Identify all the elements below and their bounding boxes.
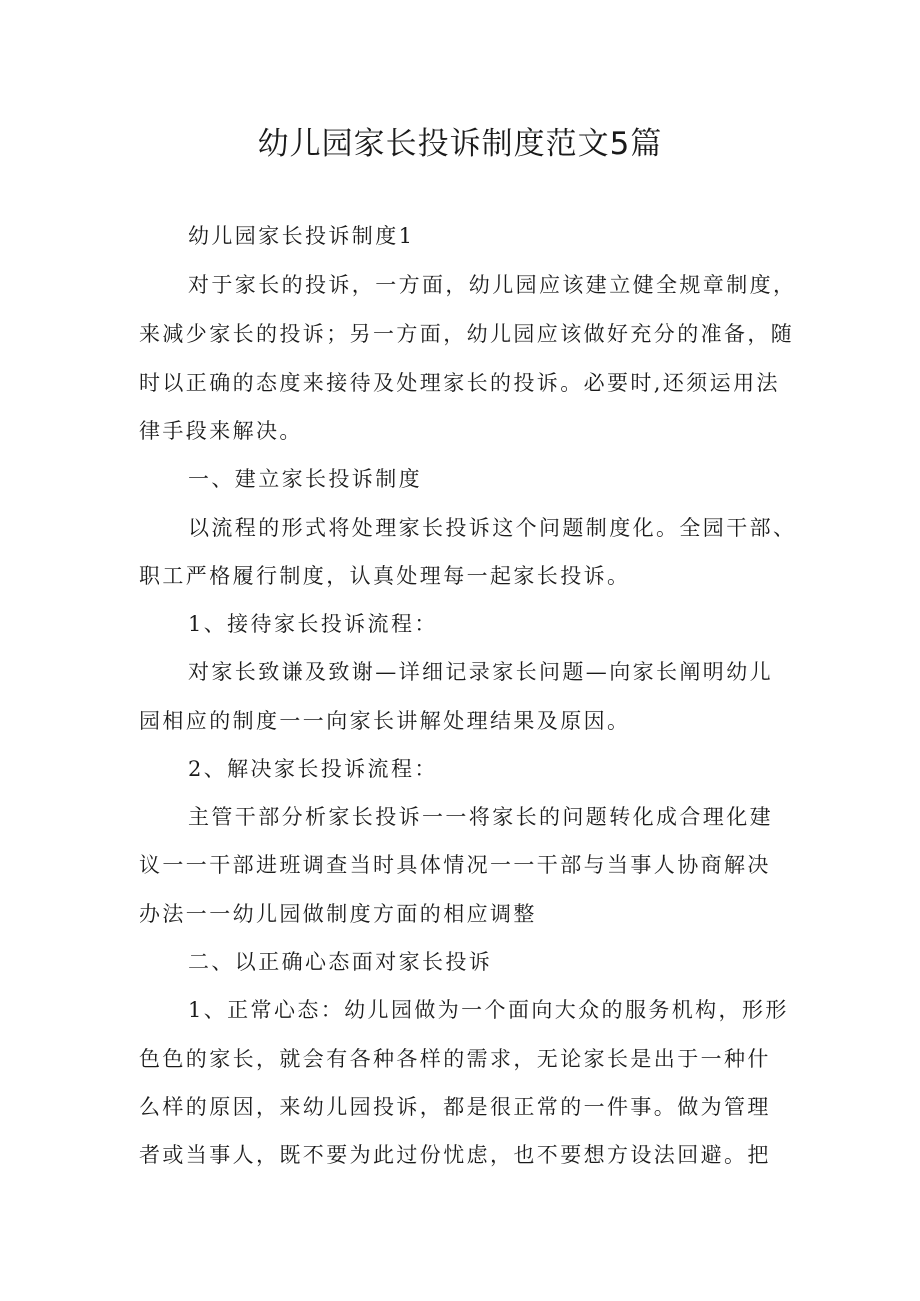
paragraph-line: 园相应的制度一一向家长讲解处理结果及原因。 [139,709,631,733]
paragraph-line: 议一一干部进班调查当时具体情况一一干部与当事人协商解决 [139,853,771,877]
document-title: 幼儿园家长投诉制度范文5篇 [257,126,663,162]
subsection-heading: 2、解决家长投诉流程： [188,757,438,781]
section-heading-1: 幼儿园家长投诉制度1 [188,224,415,248]
paragraph-line: 么样的原因，来幼儿园投诉，都是很正常的一件事。做为管理 [139,1095,771,1119]
paragraph-line: 来减少家长的投诉；另一方面，幼儿园应该做好充分的准备，随 [139,322,795,346]
paragraph-line: 主管干部分析家长投诉一一将家长的问题转化成合理化建 [188,805,773,829]
paragraph-line: 者或当事人，既不要为此过份忧虑，也不要想方设法回避。把 [139,1143,771,1167]
paragraph-line: 1、正常心态：幼儿园做为一个面向大众的服务机构，形形 [188,998,789,1022]
paragraph-line: 对家长致谦及致谢—详细记录家长问题—向家长阐明幼儿 [188,660,773,684]
section-heading: 一、建立家长投诉制度 [188,467,422,491]
paragraph-line: 时以正确的态度来接待及处理家长的投诉。必要时,还须运用法 [139,371,780,395]
paragraph-line: 色色的家长，就会有各种各样的需求，无论家长是出于一种什 [139,1047,771,1071]
paragraph-line: 律手段来解决。 [139,419,303,443]
paragraph-line: 对于家长的投诉，一方面，幼儿园应该建立健全规章制度， [188,273,797,297]
paragraph-line: 职工严格履行制度，认真处理每一起家长投诉。 [139,564,631,588]
paragraph-line: 以流程的形式将处理家长投诉这个问题制度化。全园干部、 [188,516,797,540]
section-heading: 二、以正确心态面对家长投诉 [188,950,493,974]
paragraph-line: 办法一一幼儿园做制度方面的相应调整 [139,902,537,926]
subsection-heading: 1、接待家长投诉流程： [188,612,438,636]
